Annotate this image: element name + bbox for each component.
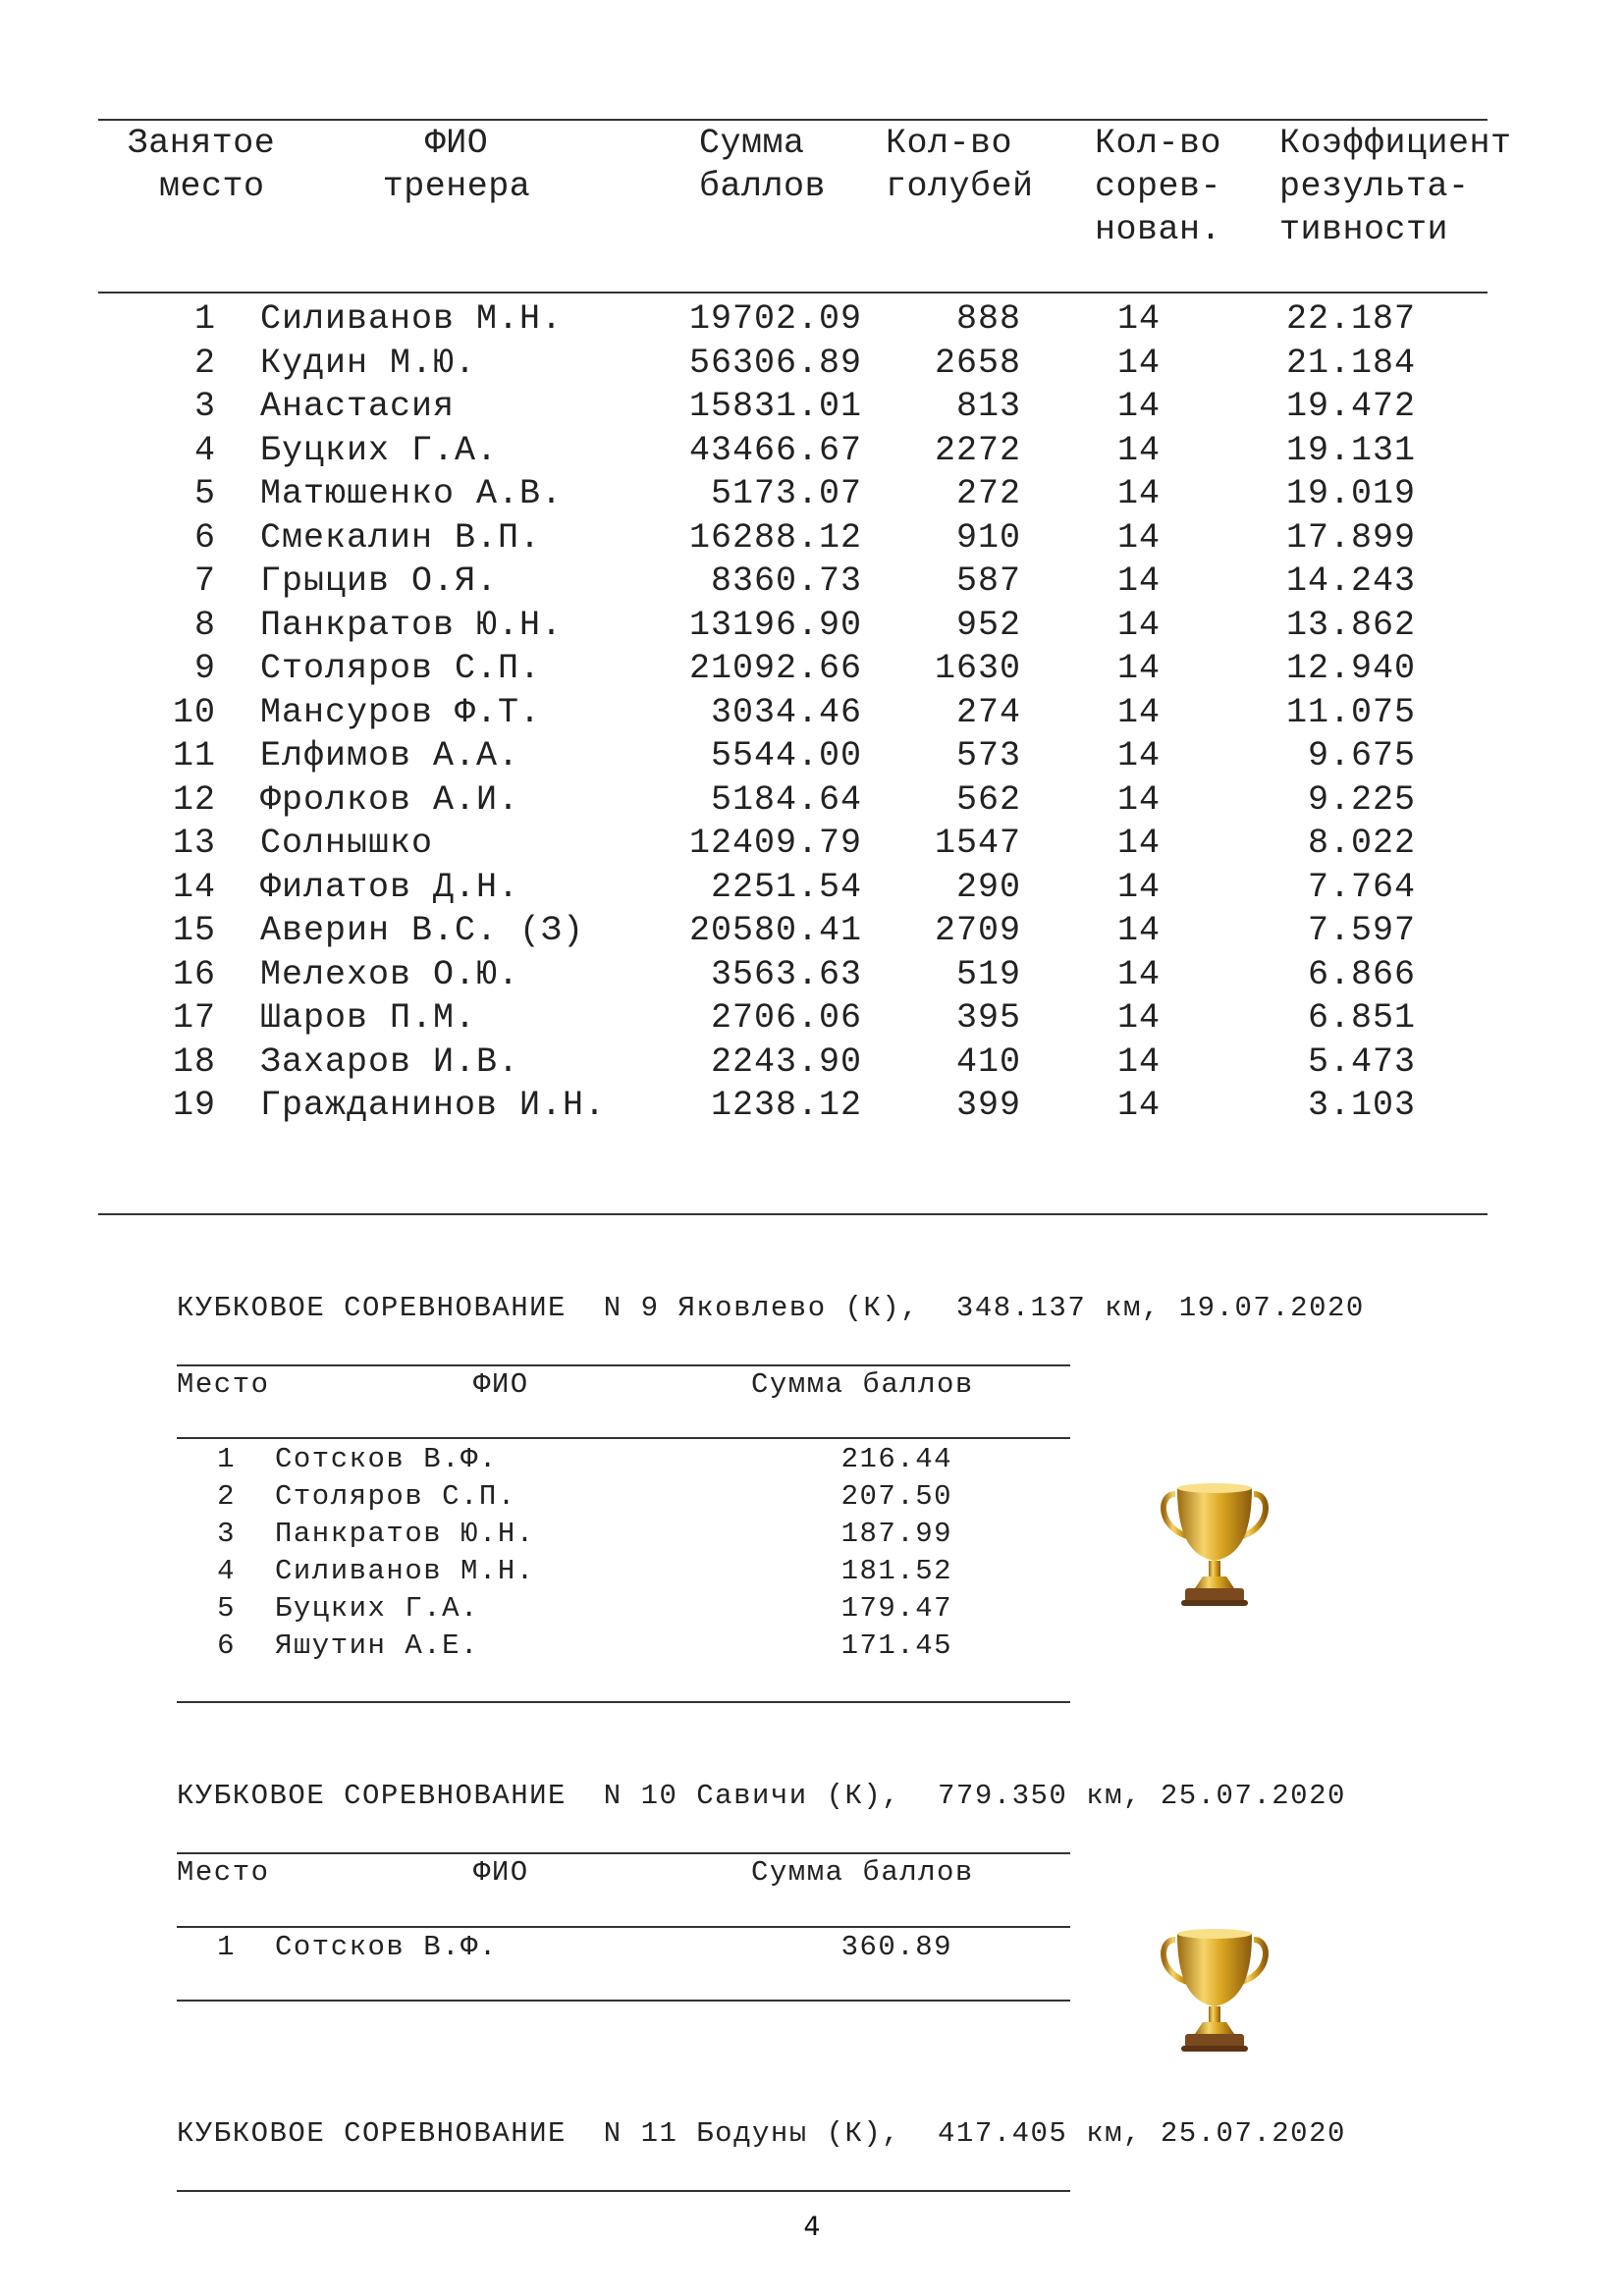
cell-pigeons: 2658 <box>934 343 1021 383</box>
cell-coefficient: 22.187 <box>1285 299 1416 339</box>
cell-pigeons: 813 <box>955 387 1021 426</box>
cell-name: Шаров П.М. <box>260 998 477 1038</box>
cup-cell-name: Панкратов Ю.Н. <box>275 1518 535 1550</box>
cell-pigeons: 1547 <box>934 824 1021 863</box>
cup-cell-place: 5 <box>217 1592 236 1625</box>
cell-place: 3 <box>193 387 216 426</box>
cup-cell-name: Силиванов М.Н. <box>275 1555 535 1587</box>
cell-coefficient: 17.899 <box>1285 517 1416 558</box>
cell-competitions: 14 <box>1116 736 1161 775</box>
cell-coefficient: 12.940 <box>1285 649 1416 688</box>
cell-sum: 5544.00 <box>710 736 862 775</box>
cell-pigeons: 2272 <box>934 430 1021 470</box>
cell-place: 8 <box>193 605 216 645</box>
rule-header <box>98 292 1488 294</box>
rule-top <box>98 119 1488 121</box>
cell-sum: 8360.73 <box>710 561 862 601</box>
rule <box>177 1926 1070 1928</box>
cell-competitions: 14 <box>1116 954 1161 994</box>
cell-sum: 5173.07 <box>710 474 862 513</box>
cell-sum: 1238.12 <box>710 1086 862 1125</box>
cup-header-name: ФИО <box>473 1368 529 1401</box>
cup-cell-place: 4 <box>217 1555 236 1587</box>
cell-competitions: 14 <box>1116 1041 1161 1082</box>
cell-competitions: 14 <box>1116 1086 1161 1125</box>
cell-name: Матюшенко А.В. <box>260 474 564 513</box>
cell-competitions: 14 <box>1116 299 1161 339</box>
cell-competitions: 14 <box>1116 824 1161 863</box>
cell-competitions: 14 <box>1116 430 1161 470</box>
cell-place: 15 <box>172 911 216 950</box>
cell-name: Столяров С.П. <box>260 649 542 688</box>
rule <box>177 1701 1070 1703</box>
cell-coefficient: 8.022 <box>1307 824 1416 863</box>
cup-cell-place: 6 <box>217 1629 236 1662</box>
cell-sum: 21092.66 <box>688 649 862 688</box>
cell-pigeons: 274 <box>955 692 1021 732</box>
cell-sum: 2243.90 <box>710 1041 862 1082</box>
header-place: Занятое место <box>127 124 276 206</box>
cell-coefficient: 11.075 <box>1285 692 1416 732</box>
cup-cell-name: Столяров С.П. <box>275 1480 516 1513</box>
cell-place: 12 <box>172 779 216 820</box>
cell-place: 9 <box>193 649 216 688</box>
cell-pigeons: 573 <box>955 736 1021 775</box>
cell-coefficient: 6.866 <box>1307 954 1416 994</box>
cell-pigeons: 2709 <box>934 911 1021 950</box>
cell-competitions: 14 <box>1116 517 1161 558</box>
cup-cell-sum: 179.47 <box>840 1592 952 1625</box>
cell-name: Анастасия <box>260 387 456 426</box>
cell-name: Захаров И.В. <box>260 1041 520 1082</box>
cup-cell-sum: 360.89 <box>840 1931 952 1963</box>
cell-pigeons: 952 <box>955 605 1021 645</box>
cell-sum: 2706.06 <box>710 998 862 1038</box>
header-coefficient: Коэффициент результа- тивности <box>1279 124 1512 249</box>
cell-coefficient: 19.131 <box>1285 430 1416 470</box>
cell-name: Кудин М.Ю. <box>260 343 477 383</box>
header-competitions: Кол-во сорев- нован. <box>1095 124 1222 249</box>
cell-name: Елфимов А.А. <box>260 736 520 775</box>
cell-place: 6 <box>193 517 216 558</box>
cup-title: КУБКОВОЕ СОРЕВНОВАНИЕ N 11 Бодуны (К), 417.405 км, 25.07.2020 <box>177 2117 1346 2150</box>
rule-bottom <box>98 1213 1488 1215</box>
cell-sum: 12409.79 <box>688 824 862 863</box>
cell-name: Буцких Г.А. <box>260 430 499 470</box>
cup-cell-name: Сотсков В.Ф. <box>275 1443 498 1475</box>
cell-pigeons: 519 <box>955 954 1021 994</box>
cell-place: 1 <box>193 299 216 339</box>
cell-name: Фролков А.И. <box>260 779 520 820</box>
cell-name: Мансуров Ф.Т. <box>260 692 542 732</box>
cell-name: Грыцив О.Я. <box>260 561 499 601</box>
cell-name: Гражданинов И.Н. <box>260 1086 607 1125</box>
cell-pigeons: 910 <box>955 517 1021 558</box>
cell-coefficient: 19.019 <box>1285 474 1416 513</box>
cell-sum: 43466.67 <box>688 430 862 470</box>
cell-competitions: 14 <box>1116 998 1161 1038</box>
cell-sum: 56306.89 <box>688 343 862 383</box>
cup-cell-sum: 187.99 <box>840 1518 952 1550</box>
trophy-icon <box>1156 1480 1273 1628</box>
cell-sum: 3563.63 <box>710 954 862 994</box>
rule <box>177 1437 1070 1439</box>
cell-place: 11 <box>172 736 216 775</box>
rule <box>177 2000 1070 2002</box>
cell-sum: 3034.46 <box>710 692 862 732</box>
cell-sum: 19702.09 <box>688 299 862 339</box>
cell-place: 17 <box>172 998 216 1038</box>
cell-pigeons: 290 <box>955 867 1021 907</box>
cup-cell-place: 1 <box>217 1931 236 1963</box>
cup-cell-name: Сотсков В.Ф. <box>275 1931 498 1963</box>
header-name: ФИО тренера <box>382 124 531 206</box>
cup-cell-place: 2 <box>217 1480 236 1513</box>
cell-place: 4 <box>193 430 216 470</box>
cup-cell-place: 1 <box>217 1443 236 1475</box>
cell-place: 16 <box>172 954 216 994</box>
cell-name: Аверин В.С. (З) <box>260 911 585 950</box>
cell-competitions: 14 <box>1116 779 1161 820</box>
cell-competitions: 14 <box>1116 474 1161 513</box>
cell-competitions: 14 <box>1116 605 1161 645</box>
cup-cell-sum: 216.44 <box>840 1443 952 1475</box>
cell-coefficient: 9.225 <box>1307 779 1416 820</box>
rule <box>177 2190 1070 2192</box>
cell-coefficient: 21.184 <box>1285 343 1416 383</box>
cell-place: 10 <box>172 692 216 732</box>
cell-sum: 2251.54 <box>710 867 862 907</box>
cell-competitions: 14 <box>1116 387 1161 426</box>
cup-cell-sum: 171.45 <box>840 1629 952 1662</box>
cell-pigeons: 587 <box>955 561 1021 601</box>
cell-name: Мелехов О.Ю. <box>260 954 520 994</box>
cell-competitions: 14 <box>1116 649 1161 688</box>
cell-coefficient: 6.851 <box>1307 998 1416 1038</box>
cell-coefficient: 9.675 <box>1307 736 1416 775</box>
cell-pigeons: 410 <box>955 1041 1021 1082</box>
cell-pigeons: 395 <box>955 998 1021 1038</box>
cell-sum: 15831.01 <box>688 387 862 426</box>
cell-name: Филатов Д.Н. <box>260 867 520 907</box>
cell-place: 18 <box>172 1041 216 1082</box>
cell-sum: 5184.64 <box>710 779 862 820</box>
cell-place: 7 <box>193 561 216 601</box>
cell-place: 19 <box>172 1086 216 1125</box>
trophy-icon <box>1156 1926 1273 2073</box>
cell-coefficient: 13.862 <box>1285 605 1416 645</box>
cup-header-sum: Сумма баллов <box>751 1368 974 1401</box>
header-pigeons: Кол-во голубей <box>886 124 1034 206</box>
cell-name: Силиванов М.Н. <box>260 299 564 339</box>
cell-competitions: 14 <box>1116 561 1161 601</box>
cup-cell-place: 3 <box>217 1518 236 1550</box>
cell-place: 5 <box>193 474 216 513</box>
cup-cell-sum: 207.50 <box>840 1480 952 1513</box>
cell-pigeons: 1630 <box>934 649 1021 688</box>
cell-competitions: 14 <box>1116 692 1161 732</box>
cell-coefficient: 7.764 <box>1307 867 1416 907</box>
page-number: 4 <box>803 2212 821 2242</box>
cell-name: Панкратов Ю.Н. <box>260 605 564 645</box>
cell-competitions: 14 <box>1116 867 1161 907</box>
cell-sum: 20580.41 <box>688 911 862 950</box>
cell-place: 13 <box>172 824 216 863</box>
cell-coefficient: 3.103 <box>1307 1086 1416 1125</box>
cell-sum: 13196.90 <box>688 605 862 645</box>
cup-cell-sum: 181.52 <box>840 1555 952 1587</box>
cup-header-name: ФИО <box>473 1856 529 1889</box>
cup-title: КУБКОВОЕ СОРЕВНОВАНИЕ N 10 Савичи (К), 779.350 км, 25.07.2020 <box>177 1780 1346 1812</box>
cup-cell-name: Яшутин А.Е. <box>275 1629 479 1662</box>
cell-coefficient: 7.597 <box>1307 911 1416 950</box>
cell-coefficient: 5.473 <box>1307 1041 1416 1082</box>
cell-competitions: 14 <box>1116 343 1161 383</box>
cell-pigeons: 272 <box>955 474 1021 513</box>
cup-title: КУБКОВОЕ СОРЕВНОВАНИЕ N 9 Яковлево (К), 348.137 км, 19.07.2020 <box>177 1292 1365 1324</box>
cell-coefficient: 19.472 <box>1285 387 1416 426</box>
cell-place: 14 <box>172 867 216 907</box>
cell-coefficient: 14.243 <box>1285 561 1416 601</box>
cup-header-place: Место <box>177 1368 270 1401</box>
header-sum: Сумма баллов <box>699 124 827 206</box>
cell-pigeons: 888 <box>955 299 1021 339</box>
cell-pigeons: 562 <box>955 779 1021 820</box>
cell-name: Солнышко <box>260 824 434 863</box>
cell-name: Смекалин В.П. <box>260 517 542 558</box>
cup-cell-name: Буцких Г.А. <box>275 1592 479 1625</box>
cell-sum: 16288.12 <box>688 517 862 558</box>
cell-competitions: 14 <box>1116 911 1161 950</box>
cell-pigeons: 399 <box>955 1086 1021 1125</box>
cup-header-sum: Сумма баллов <box>751 1856 974 1889</box>
cell-place: 2 <box>193 343 216 383</box>
cup-header-place: Место <box>177 1856 270 1889</box>
